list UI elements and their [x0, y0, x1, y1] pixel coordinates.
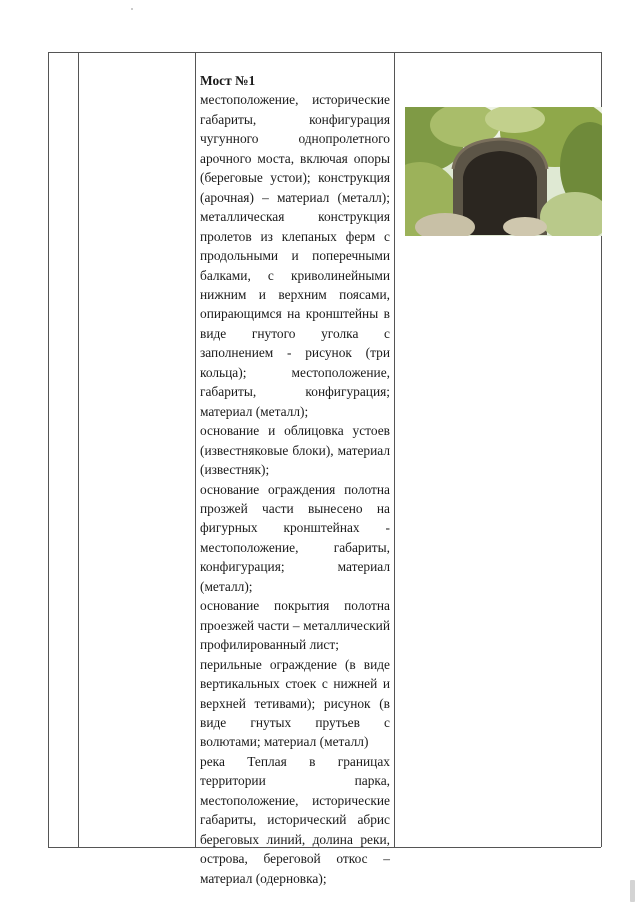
- description-paragraph: основание покрытия полотна проезжей части – металлический профилированный лист;: [200, 598, 390, 653]
- description-paragraph: река Теплая в границах территории парка, местоположение, исторические габариты, исторический абрис береговых линий, долина реки, острова, береговой откос – материал (одерновка);: [200, 753, 390, 886]
- scan-speck: [131, 8, 133, 10]
- description-paragraph: местоположение, исторические габариты, конфигурация чугунного однопролетного арочного моста, включая опоры (береговые устои); конструкция (арочная) – материал (металл); металлическая конструкция пролетов из клепаных ферм с продольными и поперечными балками, с криволинейными нижним и верхним поясами, опирающимся на кронштейны в виде гнутого уголка с заполнением - рисунок (три кольца); местоположение, габариты, конфигурация; материал (металл);: [200, 92, 390, 419]
- description-paragraph: основание и облицовка устоев (известняковые блоки), материал (известняк);: [200, 423, 390, 478]
- table-column-border: [195, 52, 196, 847]
- table-column-border: [48, 52, 49, 847]
- table-top-border: [48, 52, 601, 53]
- object-title: Мост №1: [200, 73, 256, 88]
- bridge-photo-image: [405, 107, 602, 236]
- description-paragraph: перильные ограждение (в виде вертикальных стоек с нижней и верхней тетивами); рисунок (в виде гнутых прутьев с волютами; материал (металл): [200, 656, 390, 750]
- bridge-photo: [405, 107, 602, 236]
- description-paragraph: основание ограждения полотна прозжей части вынесено на фигурных кронштейнах - местоположение, габариты, конфигурация; материал (металл);: [200, 481, 390, 594]
- table-column-border: [78, 52, 79, 847]
- scan-edge-mark: [630, 880, 635, 902]
- table-column-border: [394, 52, 395, 847]
- description-cell: [200, 71, 390, 888]
